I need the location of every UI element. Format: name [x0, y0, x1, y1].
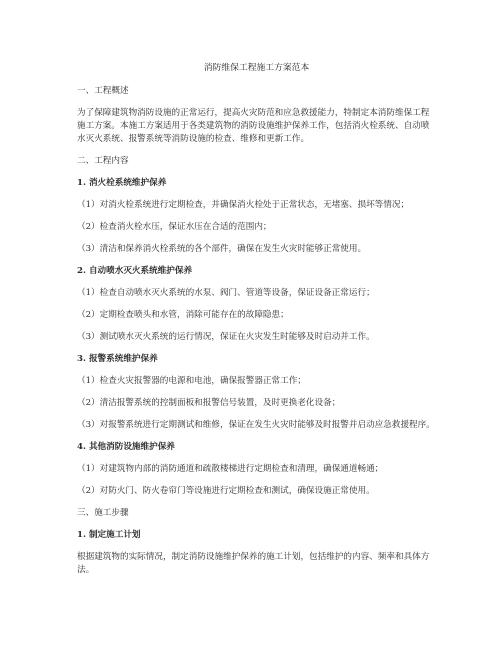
list-item: （1）检查火灾报警器的电源和电池，确保报警器正常工作； [77, 376, 306, 386]
subsection-heading: 2. 自动喷水灭火系统维护保养 [77, 266, 193, 276]
section-heading: 一、工程概述 [77, 86, 129, 96]
list-item: （2）清洁报警系统的控制面板和报警信号装置，及时更换老化设备； [77, 398, 341, 408]
subsection-heading: 1. 消火栓系统维护保养 [77, 178, 167, 188]
list-item: （3）测试喷水灭火系统的运行情况，保证在火灾发生时能够及时启动并工作。 [77, 332, 375, 342]
list-item: （1）对消火栓系统进行定期检查，并确保消火栓处于正常状态，无堵塞、损坏等情况； [77, 200, 410, 210]
list-item: （1）对建筑物内部的消防通道和疏散楼梯进行定期检查和清理，确保通道畅通； [77, 464, 384, 474]
list-item: （2）对防火门、防火卷帘门等设施进行定期检查和测试，确保设施正常使用。 [77, 486, 375, 496]
document-title: 消防维保工程施工方案范本 [203, 63, 310, 73]
paragraph: 根据建筑物的实际情况，制定消防设施维护保养的施工计划，包括维护的内容、频率和具体方法。 [77, 552, 430, 575]
section-heading: 二、工程内容 [77, 156, 129, 166]
section-heading: 三、施工步骤 [77, 508, 129, 518]
list-item: （2）检查消火栓水压，保证水压在合适的范围内； [77, 222, 272, 232]
paragraph: 为了保障建筑物消防设施的正常运行，提高火灾防范和应急救援能力，特制定本消防维保工程施工方案。本施工方案适用于各类建筑物的消防设施维护保养工作，包括消火栓系统、自动喷水灭火系统、报警系统等消防设施的检查、维修和更新工作。 [77, 108, 430, 144]
document-body [77, 85, 436, 577]
list-item: （3）对报警系统进行定期测试和维修，保证在发生火灾时能够及时报警并启动应急救援程序。 [77, 420, 435, 430]
subsection-heading: 1. 制定施工计划 [77, 530, 141, 540]
list-item: （2）定期检查喷头和水管，消除可能存在的故障隐患； [77, 310, 289, 320]
list-item: （3）清洁和保养消火栓系统的各个部件，确保在发生火灾时能够正常使用。 [77, 244, 367, 254]
subsection-heading: 4. 其他消防设施维护保养 [77, 442, 175, 452]
list-item: （1）检查自动喷水灭火系统的水泵、阀门、管道等设备，保证设备正常运行； [77, 288, 375, 298]
subsection-heading: 3. 报警系统维护保养 [77, 354, 158, 364]
